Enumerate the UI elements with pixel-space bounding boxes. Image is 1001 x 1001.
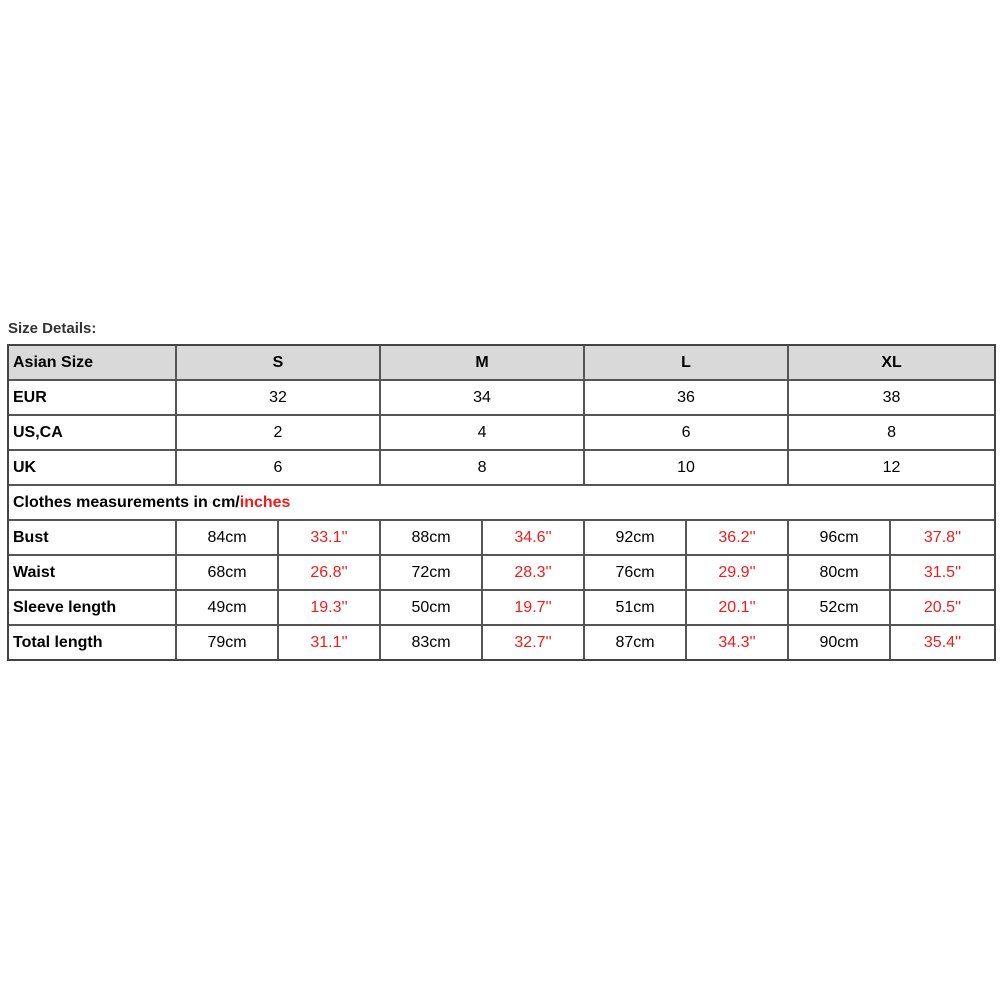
- inch-cell: 20.5'': [891, 591, 994, 626]
- inch-cell: 34.6'': [483, 521, 585, 556]
- measurements-title-inches: inches: [239, 493, 291, 511]
- row-label: UK: [9, 451, 177, 486]
- inch-cell: 19.7'': [483, 591, 585, 626]
- row-label: Bust: [9, 521, 177, 556]
- row-label: EUR: [9, 381, 177, 416]
- cm-cell: 79cm: [177, 626, 279, 659]
- table-row-total-length: [9, 626, 994, 659]
- measurements-section-title: [9, 486, 994, 521]
- table-row-sleeve-length: [9, 591, 994, 626]
- cm-cell: 68cm: [177, 556, 279, 591]
- row-label: Sleeve length: [9, 591, 177, 626]
- table-cell: 10: [585, 451, 789, 486]
- size-details-heading: Size Details:: [8, 320, 97, 337]
- table-row-uk: [9, 451, 994, 486]
- table-cell: 4: [381, 416, 585, 451]
- inch-cell: 20.1'': [687, 591, 789, 626]
- measurements-title-prefix: Clothes measurements in cm/: [13, 493, 240, 511]
- table-header-row: [9, 346, 994, 381]
- inch-cell: 19.3'': [279, 591, 381, 626]
- cm-cell: 88cm: [381, 521, 483, 556]
- size-chart-table: [7, 344, 996, 661]
- inch-cell: 31.1'': [279, 626, 381, 659]
- table-row-bust: [9, 521, 994, 556]
- inch-cell: 32.7'': [483, 626, 585, 659]
- cm-cell: 84cm: [177, 521, 279, 556]
- cm-cell: 96cm: [789, 521, 891, 556]
- inch-cell: 33.1'': [279, 521, 381, 556]
- cm-cell: 52cm: [789, 591, 891, 626]
- table-cell: 34: [381, 381, 585, 416]
- inch-cell: 26.8'': [279, 556, 381, 591]
- cm-cell: 76cm: [585, 556, 687, 591]
- inch-cell: 28.3'': [483, 556, 585, 591]
- asian-size-label: Asian Size: [9, 346, 177, 381]
- row-label: Total length: [9, 626, 177, 659]
- inch-cell: 29.9'': [687, 556, 789, 591]
- cm-cell: 50cm: [381, 591, 483, 626]
- cm-cell: 72cm: [381, 556, 483, 591]
- size-header-l: L: [585, 346, 789, 381]
- measurements-section-row: [9, 486, 994, 521]
- size-header-m: M: [381, 346, 585, 381]
- table-cell: 32: [177, 381, 381, 416]
- size-header-xl: XL: [789, 346, 994, 381]
- inch-cell: 35.4'': [923, 633, 962, 651]
- cm-cell: 92cm: [585, 521, 687, 556]
- table-cell: 38: [789, 381, 994, 416]
- table-row-us-ca: [9, 416, 994, 451]
- cm-cell: 51cm: [585, 591, 687, 626]
- table-cell: 36: [585, 381, 789, 416]
- row-label: US,CA: [9, 416, 177, 451]
- table-cell: 6: [585, 416, 789, 451]
- table-cell: 8: [381, 451, 585, 486]
- table-row-eur: [9, 381, 994, 416]
- inch-cell: 31.5'': [891, 556, 994, 591]
- inch-cell: 36.2'': [687, 521, 789, 556]
- cm-cell: 87cm: [585, 626, 687, 659]
- table-cell: 6: [177, 451, 381, 486]
- cm-cell: 90cm: [789, 626, 891, 659]
- row-label: Waist: [9, 556, 177, 591]
- table-cell: 8: [789, 416, 994, 451]
- cm-cell: 83cm: [381, 626, 483, 659]
- cm-cell: 80cm: [789, 556, 891, 591]
- cm-cell: 49cm: [177, 591, 279, 626]
- inch-cell: 34.3'': [687, 626, 789, 659]
- table-cell: 12: [789, 451, 994, 486]
- table-cell: 2: [177, 416, 381, 451]
- size-header-s: S: [177, 346, 381, 381]
- inch-cell: 37.8'': [891, 521, 994, 556]
- table-row-waist: [9, 556, 994, 591]
